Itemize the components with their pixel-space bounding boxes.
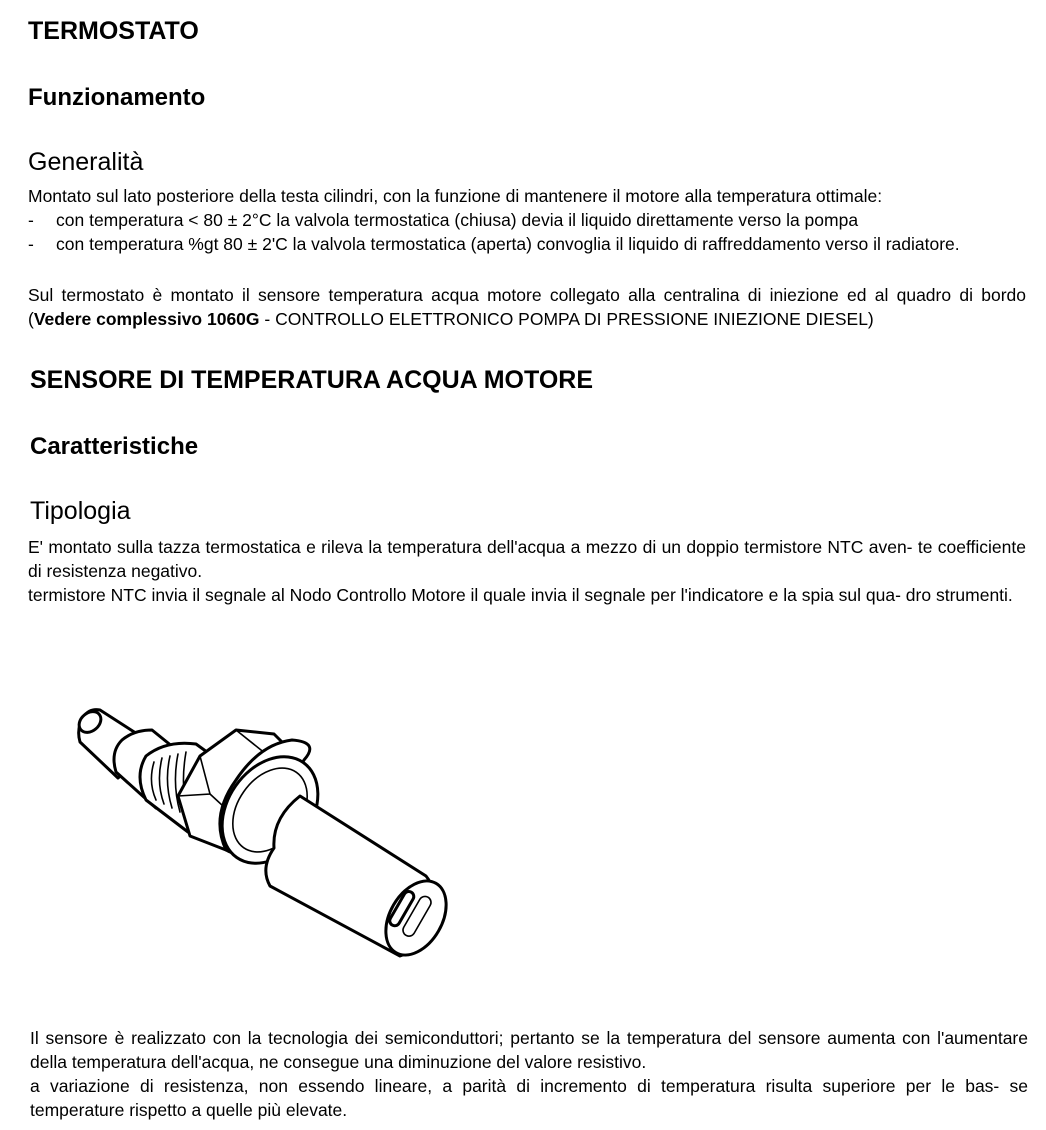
paragraph-tipologia-2: termistore NTC invia il segnale al Nodo Controllo Motore il quale invia il segnale per l'indicatore e la spia sul qua- dro strumenti. (28, 585, 1013, 605)
heading-funzionamento: Funzionamento (28, 84, 206, 111)
heading-generalita: Generalità (28, 148, 144, 176)
paragraph-tipologia-1: E' montato sulla tazza termostatica e rileva la temperatura dell'acqua a mezzo di un doppio termistore NTC aven- te coefficiente di resistenza negativo. (28, 537, 1026, 581)
reference-link-text: Vedere complessivo 1060G (33, 309, 260, 329)
paragraph-note: Sul termostato è montato il sensore temperatura acqua motore collegato alla centralina di iniezione ed al quadro di bordo (Vedere complessivo 1060G - CONTROLLO ELETTRONICO POMPA DI PRESSIONE INIEZIONE DIESEL) (28, 285, 1026, 329)
paragraph-intro: Montato sul lato posteriore della testa cilindri, con la funzione di mantenere il motore alla temperatura ottimale: (28, 186, 883, 206)
section-title-sensore: SENSORE DI TEMPERATURA ACQUA MOTORE (30, 366, 593, 394)
heading-tipologia: Tipologia (30, 497, 131, 525)
paragraph-tipologia-3: Il sensore è realizzato con la tecnologia dei semiconduttori; pertanto se la temperatura del sensore aumenta con l'aumentare della temperatura dell'acqua, ne consegue una diminuzione del valore resistivo. (30, 1028, 1028, 1072)
sensor-illustration (60, 700, 480, 1000)
list-item: - con temperatura < 80 ± 2°C la valvola termostatica (chiusa) devia il liquido direttamente verso la pompa (28, 210, 859, 230)
heading-caratteristiche: Caratteristiche (30, 433, 199, 460)
section-title-termostato: TERMOSTATO (28, 17, 199, 45)
bullet-list (28, 208, 1026, 256)
paragraph-tipologia-4: a variazione di resistenza, non essendo lineare, a parità di incremento di temperatura risulta superiore per le bas- se temperature rispetto a quelle più elevate. (30, 1076, 1028, 1120)
list-item: - con temperatura %gt 80 ± 2'C la valvola termostatica (aperta) convoglia il liquido di raffreddamento verso il radiatore. (28, 234, 960, 254)
